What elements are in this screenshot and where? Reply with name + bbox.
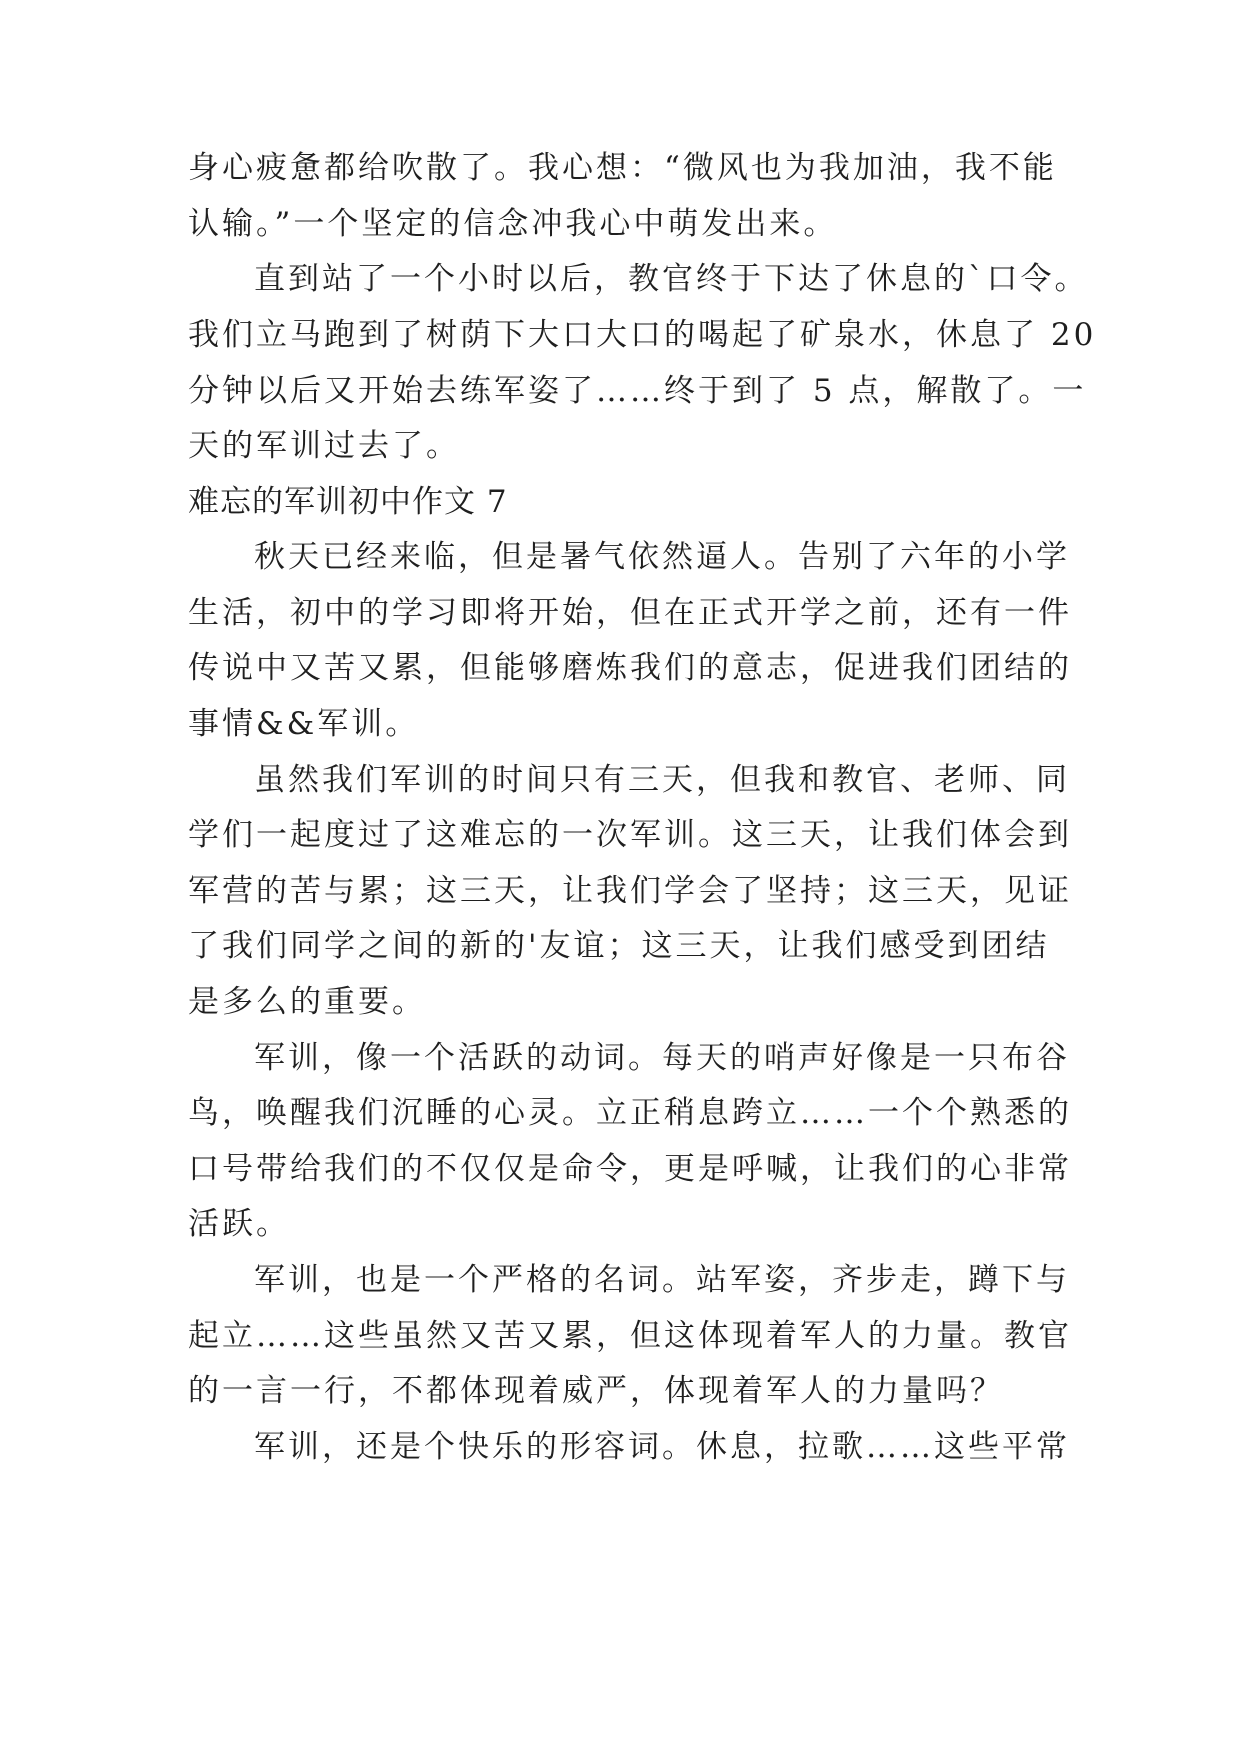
paragraph-first-line: 秋天已经来临，但是暑气依然逼人。告别了六年的小学 [254, 539, 1070, 575]
text-line: 了我们同学之间的新的'友谊；这三天，让我们感受到团结 [188, 928, 1050, 964]
text-line: 口号带给我们的不仅仅是命令，更是呼喊，让我们的心非常 [188, 1151, 1072, 1187]
text-line: 生活，初中的学习即将开始，但在正式开学之前，还有一件 [188, 595, 1072, 631]
text-line: 我们立马跑到了树荫下大口大口的喝起了矿泉水，休息了 20 [188, 317, 1097, 353]
paragraph-first-line: 军训，也是一个严格的名词。站军姿，齐步走，蹲下与 [254, 1262, 1070, 1298]
text-line: 认输。”一个坚定的信念冲我心中萌发出来。 [188, 206, 838, 242]
paragraph-first-line: 直到站了一个小时以后，教官终于下达了休息的`口令。 [254, 261, 1089, 297]
text-line: 活跃。 [188, 1206, 290, 1242]
text-line: 天的军训过去了。 [188, 428, 460, 464]
text-line: 鸟，唤醒我们沉睡的心灵。立正稍息跨立……一个个熟悉的 [188, 1095, 1072, 1131]
text-line: 是多么的重要。 [188, 984, 426, 1020]
text-line: 事情&&军训。 [188, 706, 420, 742]
text-line: 传说中又苦又累，但能够磨炼我们的意志，促进我们团结的 [188, 650, 1072, 686]
paragraph-first-line: 军训，还是个快乐的形容词。休息，拉歌……这些平常 [254, 1429, 1070, 1465]
text-line: 起立……这些虽然又苦又累，但这体现着军人的力量。教官 [188, 1318, 1072, 1354]
text-line: 学们一起度过了这难忘的一次军训。这三天，让我们体会到 [188, 817, 1072, 853]
text-line: 的一言一行，不都体现着威严，体现着军人的力量吗？ [188, 1373, 1004, 1409]
paragraph-first-line: 虽然我们军训的时间只有三天，但我和教官、老师、同 [254, 762, 1070, 798]
paragraph-first-line: 军训，像一个活跃的动词。每天的哨声好像是一只布谷 [254, 1040, 1070, 1076]
text-line: 军营的苦与累；这三天，让我们学会了坚持；这三天，见证 [188, 873, 1072, 909]
section-heading: 难忘的军训初中作文 7 [188, 484, 508, 520]
text-line: 分钟以后又开始去练军姿了……终于到了 5 点，解散了。一 [188, 373, 1087, 409]
text-line: 身心疲惫都给吹散了。我心想：“微风也为我加油，我不能 [188, 150, 1057, 186]
